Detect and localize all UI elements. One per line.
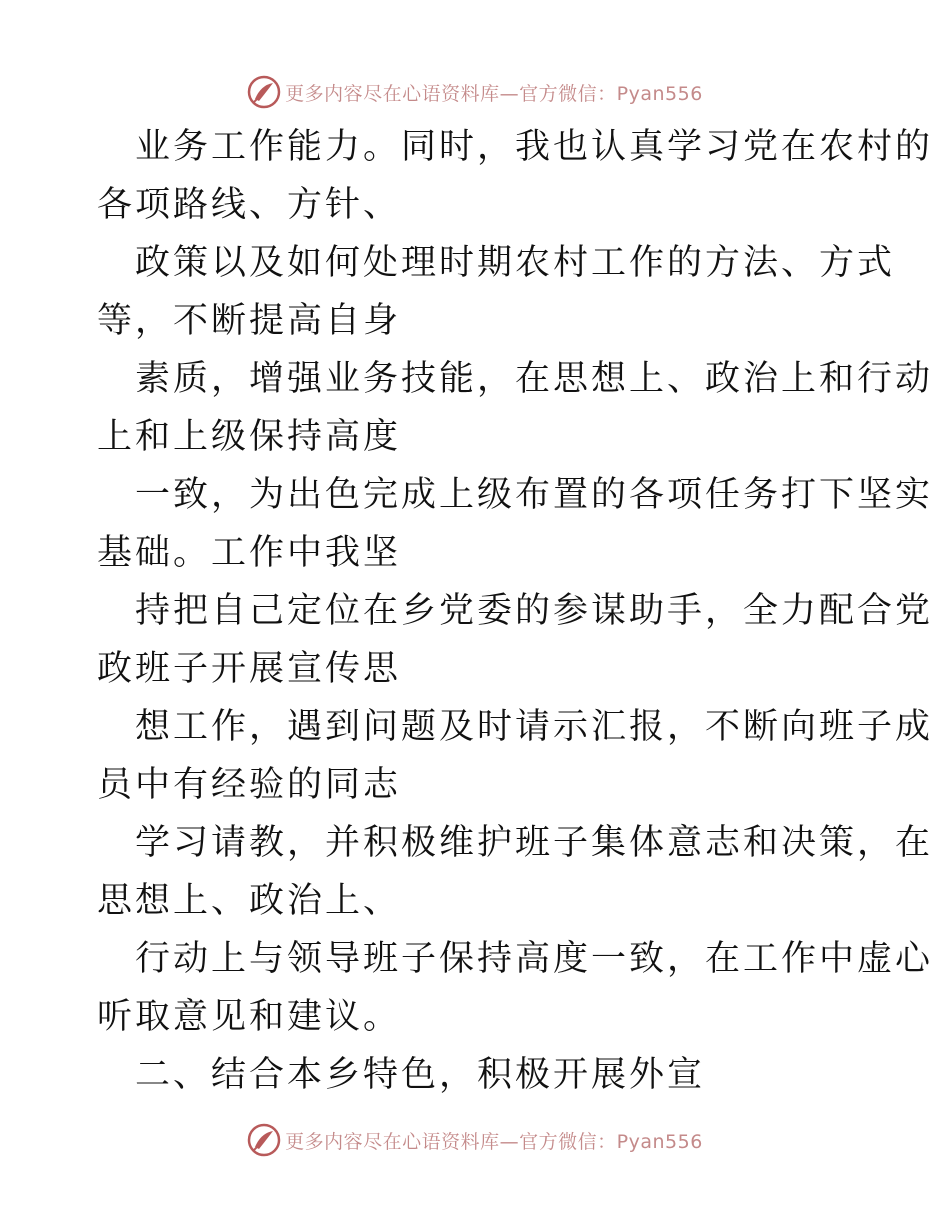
paragraph-line: 学习请教，并积极维护班子集体意志和决策，在 [135,823,934,863]
paragraph-line: 上和上级保持高度 [97,417,402,457]
paragraph-line: 行动上与领导班子保持高度一致，在工作中虚心 [135,939,934,979]
paragraph [97,814,934,930]
header-banner [0,72,950,112]
footer-banner [0,1120,950,1160]
paragraph-line: 听取意见和建议。 [97,997,402,1037]
pen-logo-icon [247,75,281,109]
paragraph [97,234,896,350]
footer-banner-text: 更多内容尽在心语资料库—官方微信：Pyan556 [285,1130,703,1153]
paragraph [97,582,934,698]
paragraph-line: 政策以及如何处理时期农村工作的方法、方式 [135,243,896,283]
paragraph-line: 持把自己定位在乡党委的参谋助手，全力配合党 [135,591,934,631]
paragraph-line: 一致，为出色完成上级布置的各项任务打下坚实 [135,475,934,515]
document-body [97,118,934,1104]
paragraph-line: 基础。工作中我坚 [97,533,402,573]
paragraph-line: 各项路线、方针、 [97,185,402,225]
paragraph [97,698,934,814]
paragraph-line: 素质，增强业务技能，在思想上、政治上和行动 [135,359,934,399]
paragraph-line: 政班子开展宣传思 [97,649,402,689]
header-banner-text: 更多内容尽在心语资料库—官方微信：Pyan556 [285,82,703,105]
paragraph-line: 二、结合本乡特色，积极开展外宣 [135,1055,706,1095]
section-heading [97,1046,857,1104]
paragraph-line: 等，不断提高自身 [97,301,402,341]
paragraph-line: 想工作，遇到问题及时请示汇报，不断向班子成 [135,707,934,747]
paragraph [97,118,934,234]
paragraph-line: 思想上、政治上、 [97,881,402,921]
paragraph [97,350,934,466]
pen-logo-icon [247,1123,281,1157]
paragraph [97,930,934,1046]
paragraph-line: 业务工作能力。同时，我也认真学习党在农村的 [135,127,934,167]
paragraph-line: 员中有经验的同志 [97,765,402,805]
paragraph [97,466,934,582]
